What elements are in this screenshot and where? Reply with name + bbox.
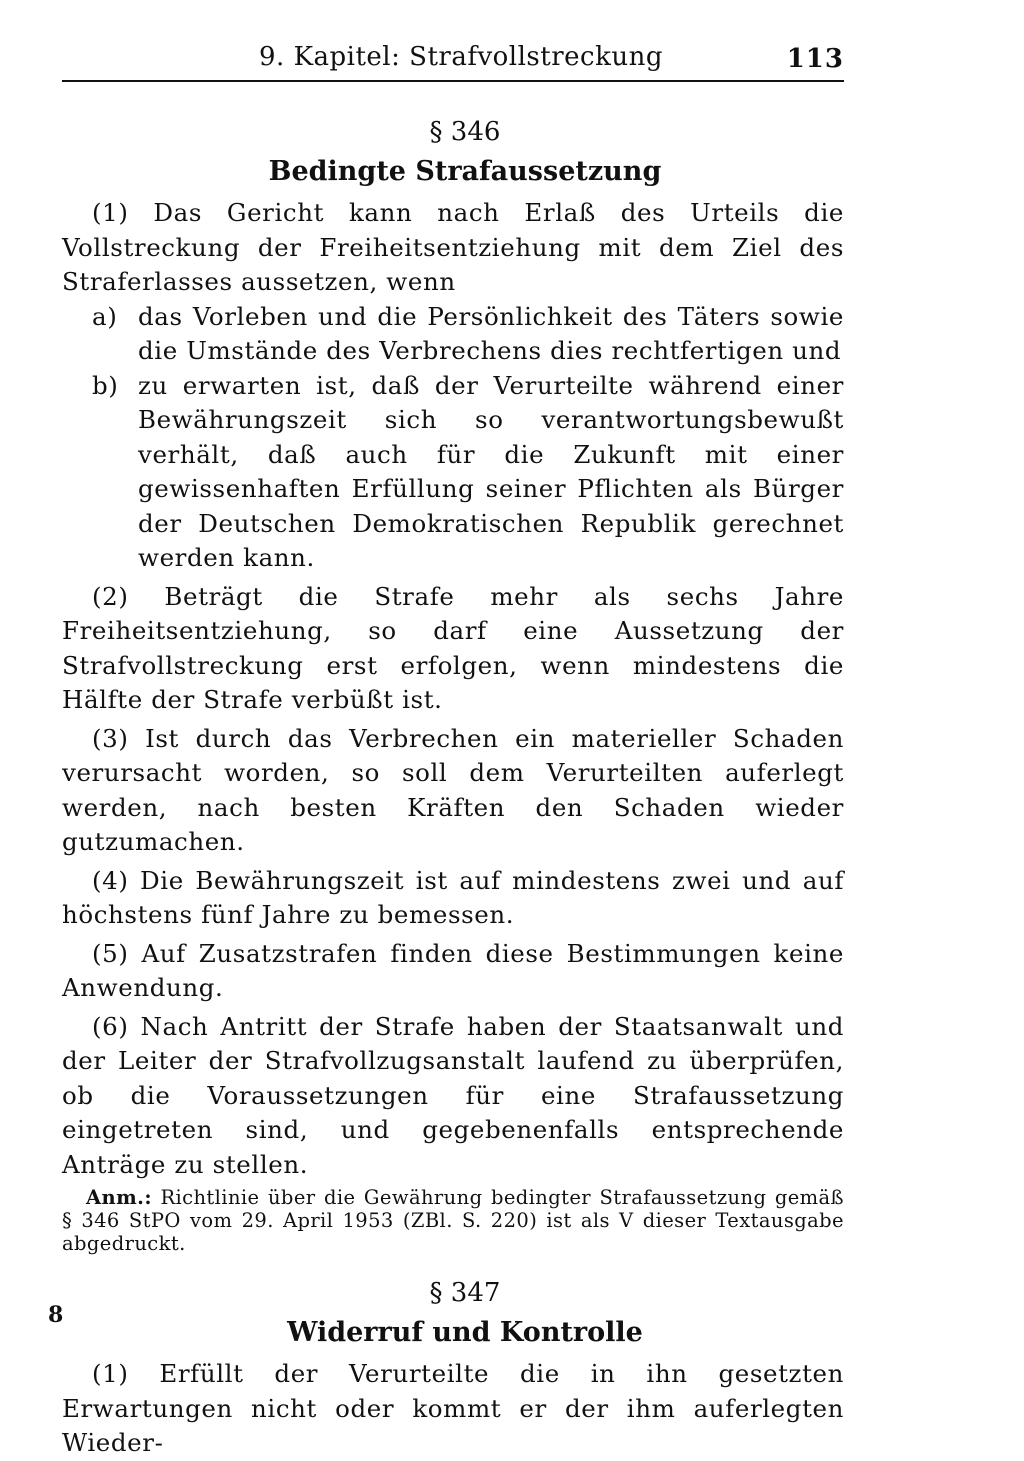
section-346-paragraph-3: (3) Ist durch das Verbrechen ein materieller Schaden verursacht worden, so soll dem Verurteilten auferlegt werden, nach besten Kräften den Schaden wieder gutzumachen. [62,723,844,856]
section-347-title: Widerruf und Kontrolle [287,1317,643,1348]
annotation-note [62,1186,844,1255]
section-347-number: § 347 [429,1278,501,1308]
section-346-paragraph-2: (2) Beträgt die Strafe mehr als sechs Jahre Freiheitsentziehung, so darf eine Aussetzung der Strafvollstreckung erst erfolgen, wenn mindestens die Hälfte der Strafe verbüßt ist. [62,581,844,714]
item-b-text: zu erwarten ist, daß der Verurteilte während einer Bewährungszeit sich so verantwortungsbewußt verhält, daß auch für die Zukunft mit einer gewissenhaften Erfüllung seiner Pflichten als Bürger der Deutschen Demokratischen Republik gerechnet werden kann. [138,370,844,572]
chapter-title: 9. Kapitel: Strafvollstreckung [259,42,663,72]
page-body [62,112,844,1461]
annotation-label: Anm.: [86,1186,152,1209]
annotation-text: Richtlinie über die Gewährung bedingter Strafaussetzung gemäß § 346 StPO vom 29. April 1953 (ZBl. S. 220) ist als V dieser Textausgabe abgedruckt. [62,1186,844,1255]
section-346-item-b [62,369,844,576]
section-346-paragraph-1: (1) Das Gericht kann nach Erlaß des Urteils die Vollstreckung der Freiheitsentziehung mit dem Ziel des Straferlasses aussetzen, wenn [62,198,844,296]
section-346-item-a [62,300,844,369]
section-346-paragraph-5: (5) Auf Zusatzstrafen finden diese Bestimmungen keine Anwendung. [62,938,844,1002]
running-head [62,42,844,82]
section-346-paragraph-6: (6) Nach Antritt der Strafe haben der Staatsanwalt und der Leiter der Strafvollzugsanstalt laufend zu überprüfen, ob die Voraussetzungen für eine Strafaussetzung eingetreten sind, und gegebenenfalls entsprechende Anträge zu stellen. [62,1011,844,1179]
section-347-paragraph-1: (1) Erfüllt der Verurteilte die in ihn gesetzten Erwartungen nicht oder kommt er der ihm auferlegten Wieder- [62,1359,844,1457]
item-a-text: das Vorleben und die Persönlichkeit des Täters sowie die Umstände des Verbrechens dies rechtfertigen und [138,301,844,365]
page-number: 113 [786,44,844,74]
section-346-number: § 346 [429,117,501,147]
section-346-paragraph-4: (4) Die Bewährungszeit ist auf mindestens zwei und auf höchstens fünf Jahre zu bemessen. [62,865,844,929]
section-346-title: Bedingte Strafaussetzung [268,156,662,187]
item-a-marker: a) [92,301,118,331]
item-b-marker: b) [92,370,119,400]
printer-signature-mark: 8 [48,1302,64,1328]
